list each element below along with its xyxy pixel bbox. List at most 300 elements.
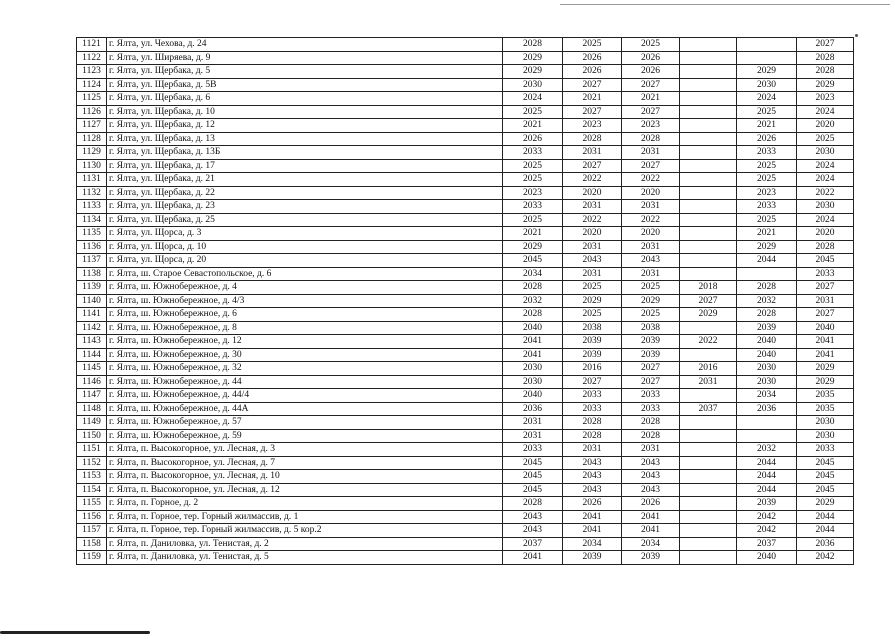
year-cell: 2024 <box>797 213 854 227</box>
year-cell: 2045 <box>503 254 563 268</box>
year-cell: 2044 <box>737 254 797 268</box>
year-cell: 2027 <box>563 105 622 119</box>
year-cell: 2030 <box>737 78 797 92</box>
table-row <box>77 51 854 65</box>
year-cell: 2023 <box>503 186 563 200</box>
year-cell: 2034 <box>503 267 563 281</box>
year-cell: 2028 <box>503 497 563 511</box>
year-cell <box>737 429 797 443</box>
year-cell: 2039 <box>622 551 680 565</box>
year-cell: 2031 <box>680 375 737 389</box>
address-cell: г. Ялта, ул. Щорса, д. 10 <box>107 240 503 254</box>
year-cell: 2026 <box>563 51 622 65</box>
table-row <box>77 335 854 349</box>
row-number-cell: 1124 <box>77 78 107 92</box>
year-cell <box>680 416 737 430</box>
year-cell: 2033 <box>503 200 563 214</box>
year-cell: 2028 <box>503 281 563 295</box>
year-cell: 2029 <box>563 294 622 308</box>
address-cell: г. Ялта, ул. Щорса, д. 20 <box>107 254 503 268</box>
year-cell <box>680 551 737 565</box>
year-cell: 2044 <box>737 470 797 484</box>
table-row <box>77 105 854 119</box>
row-number-cell: 1143 <box>77 335 107 349</box>
scan-artifact-bottom <box>0 631 150 634</box>
row-number-cell: 1121 <box>77 38 107 52</box>
year-cell <box>680 119 737 133</box>
table-row <box>77 497 854 511</box>
year-cell: 2030 <box>797 200 854 214</box>
year-cell: 2025 <box>737 159 797 173</box>
year-cell: 2027 <box>622 105 680 119</box>
address-cell: г. Ялта, п. Даниловка, ул. Тенистая, д. 2 <box>107 537 503 551</box>
housing-repair-schedule-table <box>76 37 854 565</box>
table-row <box>77 429 854 443</box>
table-row <box>77 132 854 146</box>
year-cell: 2031 <box>797 294 854 308</box>
table-row <box>77 38 854 52</box>
address-cell: г. Ялта, ш. Южнобережное, д. 32 <box>107 362 503 376</box>
year-cell: 2028 <box>622 429 680 443</box>
address-cell: г. Ялта, ул. Щербака, д. 21 <box>107 173 503 187</box>
year-cell: 2025 <box>563 281 622 295</box>
year-cell: 2024 <box>797 105 854 119</box>
year-cell: 2025 <box>503 105 563 119</box>
table-row <box>77 254 854 268</box>
year-cell: 2028 <box>737 308 797 322</box>
row-number-cell: 1155 <box>77 497 107 511</box>
row-number-cell: 1145 <box>77 362 107 376</box>
year-cell: 2033 <box>737 146 797 160</box>
year-cell: 2021 <box>737 119 797 133</box>
year-cell: 2045 <box>503 483 563 497</box>
year-cell: 2022 <box>563 173 622 187</box>
year-cell: 2043 <box>622 470 680 484</box>
year-cell: 2024 <box>797 173 854 187</box>
year-cell: 2021 <box>622 92 680 106</box>
year-cell: 2029 <box>797 362 854 376</box>
address-cell: г. Ялта, ш. Южнобережное, д. 8 <box>107 321 503 335</box>
table-row <box>77 294 854 308</box>
year-cell: 2028 <box>563 429 622 443</box>
table-row <box>77 65 854 79</box>
year-cell: 2044 <box>737 483 797 497</box>
year-cell: 2044 <box>797 510 854 524</box>
year-cell: 2030 <box>503 362 563 376</box>
address-cell: г. Ялта, ш. Южнобережное, д. 12 <box>107 335 503 349</box>
year-cell: 2041 <box>563 510 622 524</box>
year-cell: 2034 <box>737 389 797 403</box>
year-cell: 2034 <box>622 537 680 551</box>
address-cell: г. Ялта, п. Даниловка, ул. Тенистая, д. 5 <box>107 551 503 565</box>
year-cell: 2027 <box>622 362 680 376</box>
row-number-cell: 1146 <box>77 375 107 389</box>
address-cell: г. Ялта, ул. Щорса, д. 3 <box>107 227 503 241</box>
year-cell <box>680 173 737 187</box>
table-row <box>77 213 854 227</box>
year-cell: 2022 <box>563 213 622 227</box>
year-cell: 2045 <box>503 456 563 470</box>
year-cell: 2020 <box>622 186 680 200</box>
year-cell: 2031 <box>563 443 622 457</box>
table-body <box>77 38 854 565</box>
row-number-cell: 1139 <box>77 281 107 295</box>
row-number-cell: 1125 <box>77 92 107 106</box>
year-cell: 2027 <box>563 375 622 389</box>
year-cell: 2039 <box>563 551 622 565</box>
year-cell <box>680 389 737 403</box>
year-cell: 2023 <box>737 186 797 200</box>
year-cell: 2022 <box>797 186 854 200</box>
year-cell: 2031 <box>563 267 622 281</box>
year-cell: 2045 <box>797 456 854 470</box>
year-cell: 2028 <box>563 132 622 146</box>
year-cell: 2043 <box>563 254 622 268</box>
row-number-cell: 1132 <box>77 186 107 200</box>
year-cell: 2029 <box>797 78 854 92</box>
table-row <box>77 173 854 187</box>
year-cell: 2027 <box>622 375 680 389</box>
address-cell: г. Ялта, ш. Южнобережное, д. 57 <box>107 416 503 430</box>
year-cell: 2030 <box>503 375 563 389</box>
row-number-cell: 1149 <box>77 416 107 430</box>
table-row <box>77 483 854 497</box>
year-cell: 2032 <box>737 443 797 457</box>
year-cell <box>680 105 737 119</box>
table-row <box>77 186 854 200</box>
row-number-cell: 1142 <box>77 321 107 335</box>
year-cell: 2045 <box>797 470 854 484</box>
row-number-cell: 1126 <box>77 105 107 119</box>
year-cell: 2024 <box>797 159 854 173</box>
row-number-cell: 1123 <box>77 65 107 79</box>
year-cell: 2031 <box>622 267 680 281</box>
year-cell: 2043 <box>563 483 622 497</box>
year-cell: 2040 <box>797 321 854 335</box>
table-row <box>77 348 854 362</box>
year-cell <box>680 483 737 497</box>
address-cell: г. Ялта, ул. Щербака, д. 22 <box>107 186 503 200</box>
year-cell: 2027 <box>797 308 854 322</box>
address-cell: г. Ялта, ш. Южнобережное, д. 44 <box>107 375 503 389</box>
year-cell: 2025 <box>563 308 622 322</box>
year-cell <box>680 159 737 173</box>
year-cell <box>737 38 797 52</box>
year-cell: 2036 <box>737 402 797 416</box>
table-row <box>77 119 854 133</box>
year-cell: 2039 <box>563 335 622 349</box>
year-cell: 2021 <box>503 227 563 241</box>
address-cell: г. Ялта, п. Высокогорное, ул. Лесная, д. 10 <box>107 470 503 484</box>
address-cell: г. Ялта, ш. Южнобережное, д. 44/4 <box>107 389 503 403</box>
year-cell: 2031 <box>622 443 680 457</box>
year-cell: 2021 <box>563 92 622 106</box>
year-cell <box>680 146 737 160</box>
row-number-cell: 1129 <box>77 146 107 160</box>
year-cell: 2041 <box>797 348 854 362</box>
year-cell: 2029 <box>680 308 737 322</box>
year-cell: 2033 <box>797 267 854 281</box>
year-cell <box>680 132 737 146</box>
table-row <box>77 375 854 389</box>
address-cell: г. Ялта, п. Высокогорное, ул. Лесная, д. 7 <box>107 456 503 470</box>
year-cell: 2043 <box>622 483 680 497</box>
year-cell: 2025 <box>737 173 797 187</box>
year-cell: 2031 <box>563 146 622 160</box>
address-cell: г. Ялта, ш. Южнобережное, д. 4/3 <box>107 294 503 308</box>
year-cell: 2025 <box>622 308 680 322</box>
year-cell: 2041 <box>503 335 563 349</box>
year-cell: 2031 <box>622 240 680 254</box>
row-number-cell: 1138 <box>77 267 107 281</box>
row-number-cell: 1136 <box>77 240 107 254</box>
table-row <box>77 227 854 241</box>
scan-artifact-dot <box>855 34 858 37</box>
year-cell: 2016 <box>563 362 622 376</box>
row-number-cell: 1128 <box>77 132 107 146</box>
year-cell: 2031 <box>622 146 680 160</box>
year-cell: 2038 <box>622 321 680 335</box>
year-cell: 2026 <box>563 65 622 79</box>
row-number-cell: 1131 <box>77 173 107 187</box>
year-cell <box>680 240 737 254</box>
year-cell <box>680 497 737 511</box>
year-cell: 2033 <box>563 402 622 416</box>
year-cell: 2023 <box>563 119 622 133</box>
address-cell: г. Ялта, ул. Щербака, д. 25 <box>107 213 503 227</box>
address-cell: г. Ялта, ул. Щербака, д. 10 <box>107 105 503 119</box>
year-cell: 2025 <box>797 132 854 146</box>
address-cell: г. Ялта, ш. Южнобережное, д. 59 <box>107 429 503 443</box>
address-cell: г. Ялта, ул. Щербака, д. 17 <box>107 159 503 173</box>
row-number-cell: 1148 <box>77 402 107 416</box>
year-cell: 2029 <box>503 65 563 79</box>
year-cell: 2043 <box>622 254 680 268</box>
year-cell <box>680 200 737 214</box>
year-cell <box>680 321 737 335</box>
row-number-cell: 1135 <box>77 227 107 241</box>
address-cell: г. Ялта, ул. Щербака, д. 13 <box>107 132 503 146</box>
year-cell <box>737 416 797 430</box>
year-cell: 2026 <box>622 65 680 79</box>
year-cell: 2043 <box>503 524 563 538</box>
address-cell: г. Ялта, ул. Щербака, д. 5В <box>107 78 503 92</box>
table-row <box>77 537 854 551</box>
year-cell: 2028 <box>622 132 680 146</box>
year-cell: 2018 <box>680 281 737 295</box>
year-cell: 2027 <box>797 281 854 295</box>
year-cell: 2039 <box>737 497 797 511</box>
row-number-cell: 1130 <box>77 159 107 173</box>
table-row <box>77 321 854 335</box>
table-row <box>77 524 854 538</box>
address-cell: г. Ялта, ш. Южнобережное, д. 44А <box>107 402 503 416</box>
table-row <box>77 362 854 376</box>
row-number-cell: 1153 <box>77 470 107 484</box>
row-number-cell: 1127 <box>77 119 107 133</box>
year-cell: 2020 <box>797 227 854 241</box>
year-cell: 2037 <box>503 537 563 551</box>
year-cell: 2026 <box>737 132 797 146</box>
year-cell: 2031 <box>503 429 563 443</box>
year-cell: 2030 <box>503 78 563 92</box>
year-cell: 2045 <box>503 470 563 484</box>
year-cell <box>680 186 737 200</box>
year-cell: 2043 <box>503 510 563 524</box>
year-cell: 2021 <box>737 227 797 241</box>
year-cell: 2029 <box>797 497 854 511</box>
year-cell <box>680 65 737 79</box>
year-cell: 2027 <box>622 159 680 173</box>
year-cell: 2030 <box>797 429 854 443</box>
year-cell: 2027 <box>622 78 680 92</box>
address-cell: г. Ялта, ул. Щербака, д. 13Б <box>107 146 503 160</box>
row-number-cell: 1122 <box>77 51 107 65</box>
address-cell: г. Ялта, ш. Южнобережное, д. 4 <box>107 281 503 295</box>
year-cell: 2024 <box>503 92 563 106</box>
year-cell: 2041 <box>622 510 680 524</box>
year-cell: 2028 <box>503 38 563 52</box>
year-cell <box>680 78 737 92</box>
year-cell: 2037 <box>737 537 797 551</box>
year-cell <box>680 510 737 524</box>
year-cell: 2035 <box>797 389 854 403</box>
row-number-cell: 1152 <box>77 456 107 470</box>
year-cell: 2026 <box>503 132 563 146</box>
year-cell: 2033 <box>797 443 854 457</box>
year-cell: 2020 <box>797 119 854 133</box>
year-cell: 2020 <box>563 186 622 200</box>
year-cell <box>680 443 737 457</box>
address-cell: г. Ялта, п. Горное, д. 2 <box>107 497 503 511</box>
year-cell: 2033 <box>503 146 563 160</box>
row-number-cell: 1158 <box>77 537 107 551</box>
year-cell: 2038 <box>563 321 622 335</box>
year-cell: 2039 <box>622 335 680 349</box>
year-cell: 2025 <box>622 281 680 295</box>
address-cell: г. Ялта, ул. Чехова, д. 24 <box>107 38 503 52</box>
year-cell: 2031 <box>563 200 622 214</box>
year-cell: 2030 <box>737 375 797 389</box>
scan-artifact-top <box>560 4 890 5</box>
year-cell: 2027 <box>797 38 854 52</box>
year-cell: 2028 <box>503 308 563 322</box>
year-cell: 2033 <box>622 402 680 416</box>
year-cell <box>680 537 737 551</box>
table-row <box>77 443 854 457</box>
address-cell: г. Ялта, п. Горное, тер. Горный жилмассив, д. 1 <box>107 510 503 524</box>
year-cell: 2040 <box>737 551 797 565</box>
year-cell: 2022 <box>622 173 680 187</box>
year-cell: 2036 <box>797 537 854 551</box>
year-cell: 2027 <box>563 159 622 173</box>
row-number-cell: 1157 <box>77 524 107 538</box>
year-cell <box>680 227 737 241</box>
table-row <box>77 267 854 281</box>
year-cell: 2025 <box>563 38 622 52</box>
table-row <box>77 510 854 524</box>
year-cell: 2025 <box>503 159 563 173</box>
address-cell: г. Ялта, ул. Щербака, д. 12 <box>107 119 503 133</box>
year-cell <box>737 51 797 65</box>
year-cell: 2034 <box>563 537 622 551</box>
year-cell: 2028 <box>622 416 680 430</box>
year-cell: 2043 <box>563 470 622 484</box>
year-cell: 2023 <box>622 119 680 133</box>
table-row <box>77 200 854 214</box>
year-cell: 2033 <box>503 443 563 457</box>
year-cell: 2030 <box>797 146 854 160</box>
address-cell: г. Ялта, п. Горное, тер. Горный жилмассив, д. 5 кор.2 <box>107 524 503 538</box>
year-cell: 2020 <box>622 227 680 241</box>
address-cell: г. Ялта, п. Высокогорное, ул. Лесная, д. 12 <box>107 483 503 497</box>
row-number-cell: 1151 <box>77 443 107 457</box>
year-cell: 2025 <box>622 38 680 52</box>
year-cell: 2028 <box>797 51 854 65</box>
row-number-cell: 1156 <box>77 510 107 524</box>
year-cell: 2028 <box>563 416 622 430</box>
year-cell: 2032 <box>737 294 797 308</box>
year-cell: 2027 <box>563 78 622 92</box>
row-number-cell: 1133 <box>77 200 107 214</box>
row-number-cell: 1154 <box>77 483 107 497</box>
table-row <box>77 551 854 565</box>
row-number-cell: 1159 <box>77 551 107 565</box>
year-cell: 2030 <box>797 416 854 430</box>
year-cell: 2029 <box>503 240 563 254</box>
year-cell: 2037 <box>680 402 737 416</box>
table-row <box>77 78 854 92</box>
year-cell: 2042 <box>737 510 797 524</box>
year-cell: 2029 <box>737 65 797 79</box>
table-row <box>77 402 854 416</box>
year-cell <box>680 267 737 281</box>
year-cell: 2033 <box>737 200 797 214</box>
year-cell: 2043 <box>622 456 680 470</box>
address-cell: г. Ялта, п. Высокогорное, ул. Лесная, д. 3 <box>107 443 503 457</box>
year-cell: 2027 <box>680 294 737 308</box>
table-row <box>77 389 854 403</box>
year-cell: 2042 <box>797 551 854 565</box>
table-row <box>77 159 854 173</box>
year-cell: 2043 <box>563 456 622 470</box>
year-cell: 2029 <box>503 51 563 65</box>
year-cell: 2040 <box>737 335 797 349</box>
year-cell: 2029 <box>797 375 854 389</box>
year-cell: 2025 <box>503 173 563 187</box>
year-cell: 2032 <box>503 294 563 308</box>
table-row <box>77 146 854 160</box>
year-cell: 2031 <box>622 200 680 214</box>
year-cell: 2045 <box>797 254 854 268</box>
year-cell: 2021 <box>503 119 563 133</box>
table-row <box>77 456 854 470</box>
year-cell: 2041 <box>503 551 563 565</box>
year-cell: 2040 <box>737 348 797 362</box>
year-cell: 2036 <box>503 402 563 416</box>
year-cell <box>737 267 797 281</box>
row-number-cell: 1134 <box>77 213 107 227</box>
year-cell <box>680 456 737 470</box>
year-cell <box>680 254 737 268</box>
year-cell: 2039 <box>563 348 622 362</box>
year-cell: 2039 <box>737 321 797 335</box>
year-cell: 2020 <box>563 227 622 241</box>
year-cell: 2024 <box>737 92 797 106</box>
year-cell: 2028 <box>797 65 854 79</box>
year-cell <box>680 429 737 443</box>
year-cell: 2045 <box>797 483 854 497</box>
